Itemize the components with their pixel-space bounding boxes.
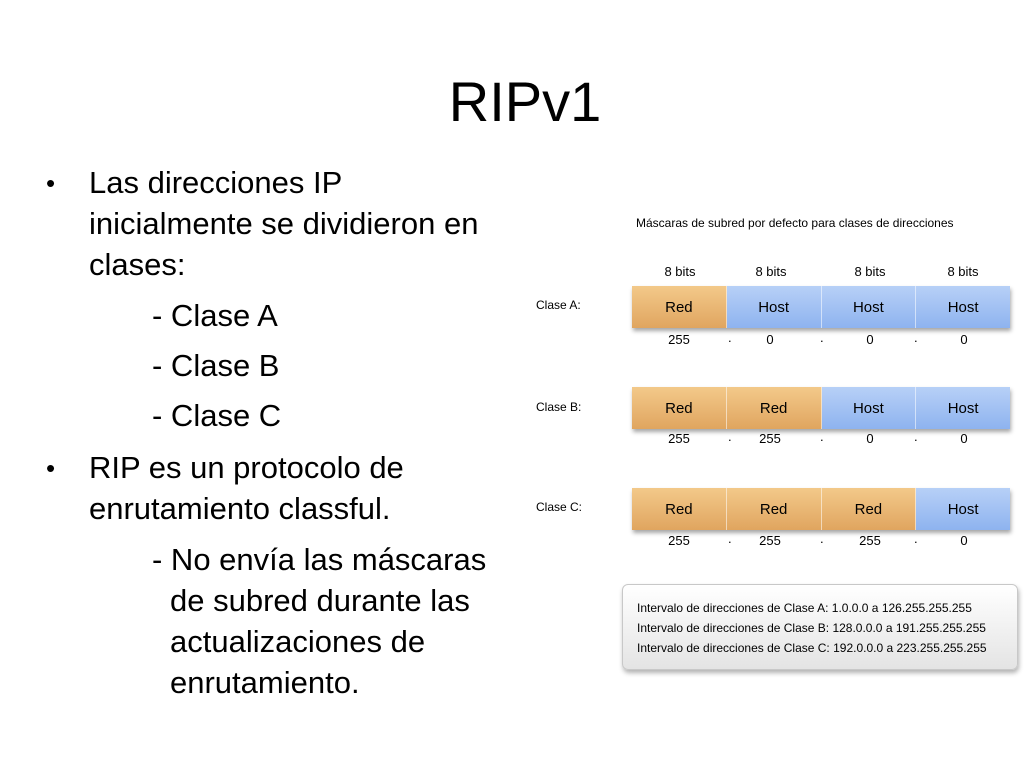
mask-octet-value: 0 — [766, 332, 774, 347]
mask-separator: . — [914, 531, 918, 546]
bits-header: 8 bits — [755, 264, 787, 279]
address-range-box — [622, 584, 1018, 670]
octet-cell: Red — [727, 387, 822, 429]
class-c-mask-values — [632, 533, 1010, 553]
class-a-mask-values — [632, 332, 1010, 352]
octet-cell: Host — [727, 286, 822, 328]
bullet-1-line-1: Las direcciones IP — [89, 165, 343, 200]
class-c-label: Clase C: — [536, 500, 583, 514]
mask-octet-value: 255 — [668, 431, 690, 446]
mask-octet-value: 0 — [866, 332, 874, 347]
bullet-2-line-1: RIP es un protocolo de — [89, 450, 404, 485]
mask-separator: . — [728, 531, 732, 546]
mask-octet-value: 255 — [759, 533, 781, 548]
bits-header: 8 bits — [947, 264, 979, 279]
mask-octet-value: 0 — [960, 533, 968, 548]
class-b-octets — [632, 387, 1010, 429]
mask-octet-value: 255 — [668, 332, 690, 347]
octet-cell: Host — [916, 488, 1010, 530]
mask-separator: . — [728, 429, 732, 444]
class-a-label: Clase A: — [536, 298, 581, 312]
class-b-label: Clase B: — [536, 400, 582, 414]
mask-octet-value: 0 — [960, 431, 968, 446]
bullet-1-line-3: clases: — [89, 247, 186, 282]
sub-note-line-4: enrutamiento. — [170, 665, 360, 700]
octet-cell: Red — [632, 488, 727, 530]
slide-title: RIPv1 — [448, 70, 602, 133]
bullet-1-line-2: inicialmente se dividieron en — [89, 206, 479, 241]
class-c-octets — [632, 488, 1010, 530]
octet-cell: Host — [916, 286, 1010, 328]
bits-header: 8 bits — [664, 264, 696, 279]
bullet-2-line-2: enrutamiento classful. — [89, 491, 391, 526]
octet-cell: Red — [632, 286, 727, 328]
range-class-a: Intervalo de direcciones de Clase A: 1.0.0.0 a 126.255.255.255 — [637, 601, 972, 615]
mask-octet-value: 255 — [759, 431, 781, 446]
octet-cell: Red — [632, 387, 727, 429]
mask-separator: . — [820, 531, 824, 546]
sub-item-clase-c: - Clase C — [152, 398, 282, 433]
mask-separator: . — [914, 330, 918, 345]
octet-cell: Red — [727, 488, 822, 530]
bits-header: 8 bits — [854, 264, 886, 279]
mask-octet-value: 0 — [960, 332, 968, 347]
sub-item-clase-b: - Clase B — [152, 348, 280, 383]
mask-octet-value: 255 — [859, 533, 881, 548]
class-a-octets — [632, 286, 1010, 328]
mask-separator: . — [820, 429, 824, 444]
octet-cell: Host — [822, 286, 917, 328]
octet-cell: Red — [822, 488, 917, 530]
sub-note-line-2: de subred durante las — [170, 583, 470, 618]
range-class-b: Intervalo de direcciones de Clase B: 128.0.0.0 a 191.255.255.255 — [637, 621, 986, 635]
mask-separator: . — [820, 330, 824, 345]
sub-note-line-3: actualizaciones de — [170, 624, 426, 659]
mask-separator: . — [914, 429, 918, 444]
bullet-marker: • — [46, 168, 56, 198]
figure-title: Máscaras de subred por defecto para clases de direcciones — [636, 216, 954, 230]
bullet-marker: • — [46, 453, 56, 483]
sub-note-line-1: - No envía las máscaras — [152, 542, 487, 577]
range-class-c: Intervalo de direcciones de Clase C: 192.0.0.0 a 223.255.255.255 — [637, 641, 987, 655]
mask-octet-value: 255 — [668, 533, 690, 548]
octet-cell: Host — [822, 387, 917, 429]
mask-separator: . — [728, 330, 732, 345]
class-b-mask-values — [632, 431, 1010, 451]
mask-octet-value: 0 — [866, 431, 874, 446]
octet-cell: Host — [916, 387, 1010, 429]
sub-item-clase-a: - Clase A — [152, 298, 278, 333]
